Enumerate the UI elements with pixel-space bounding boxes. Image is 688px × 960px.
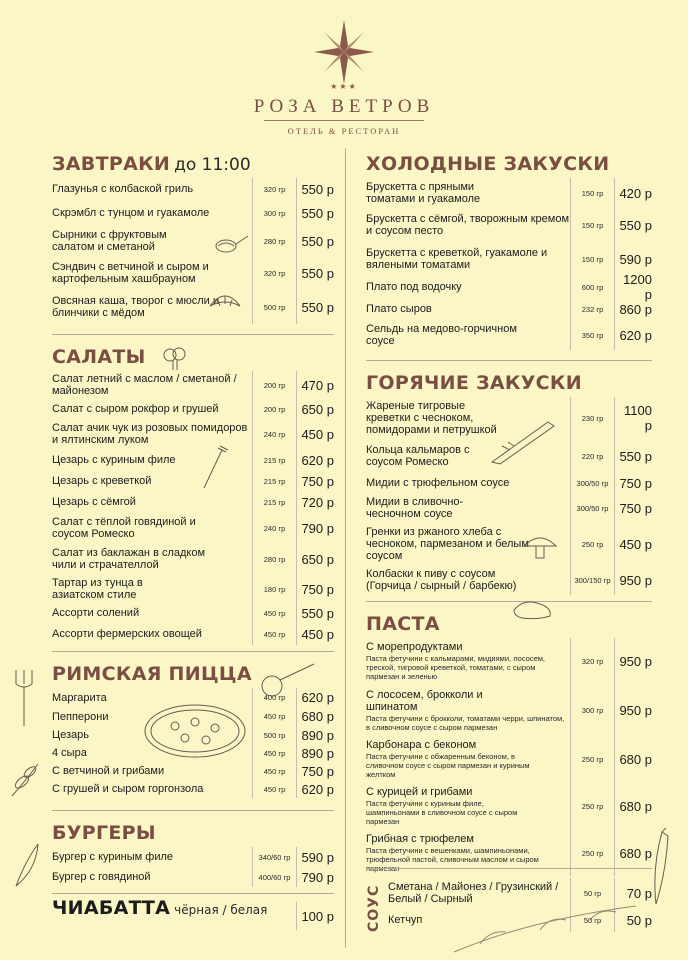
item-weight: 320 гр [570,638,614,684]
section-title-salads: САЛАТЫ [52,346,146,368]
menu-item [366,208,652,242]
menu-item [366,565,652,595]
brand-divider [264,120,424,121]
item-weight: 215 гр [252,449,296,471]
item-price: 550 р [296,200,334,226]
item-weight: 300/50 гр [570,493,614,523]
item-name: Мидии в сливочно-чесночном соусе [366,496,464,520]
section-title-breakfast: ЗАВТРАКИ до 11:00 [52,153,251,175]
item-name: Пепперони [52,710,109,723]
item-weight: 450 гр [252,780,296,798]
brand-name: РОЗА ВЕТРОВ [253,96,435,117]
menu-item [366,638,652,684]
item-description: Паста фетучини с брокколи, томатами черри, шпинатом, в сливочном соусе с сыром пармезан [366,713,565,732]
item-name: Кетчуп [388,914,423,926]
item-description: Паста фетучини с кальмарами, мидиями, лососем, треской, тигровой креветкой, томатами, с сыром пармезан и зеленью [366,654,545,681]
leaf-sketch-icon [10,840,44,890]
item-weight: 320 гр [252,178,296,200]
item-price: 680 р [614,736,652,782]
section-title-burgers: БУРГЕРЫ [52,822,156,844]
left-column [52,148,334,930]
menu-item [366,272,652,302]
item-weight: 180 гр [252,575,296,603]
item-name: Овсяная каша, творог с мюсли и блинчики с мёдом [52,295,219,319]
item-name: Плато под водочку [366,281,462,293]
section-title-pasta: ПАСТА [366,613,440,635]
menu-item [52,449,334,471]
item-price: 100 р [296,902,334,930]
item-name: Салат с сыром рокфор и грушей [52,403,219,415]
menu-item [52,603,334,623]
section-title-cold: ХОЛОДНЫЕ ЗАКУСКИ [366,153,610,175]
menu-item [52,575,334,603]
right-column [366,148,652,876]
menu-item [52,867,334,887]
item-name [366,739,570,779]
item-name [366,689,570,732]
item-price: 650 р [296,543,334,575]
item-weight: 320 гр [252,256,296,290]
item-price: 950 р [614,638,652,684]
item-name: Колбаски к пиву с соусом (Горчица / сырный / барбекю) [366,568,517,592]
item-name: Жареные тигровые креветки с чесноком, помидорами и петрушкой [366,400,497,436]
item-description: Паста фетучини с куриным филе, шампиньонами в сливочном соусе с сыром пармезан [366,799,518,826]
item-name: Ассорти фермерских овощей [52,628,202,640]
header [0,0,688,150]
menu-item [52,513,334,543]
item-weight: 150 гр [570,242,614,276]
section-title-sauce: СОУС [366,884,382,932]
item-weight: 300 гр [570,684,614,736]
item-weight: 220 гр [570,439,614,473]
item-weight: 450 гр [252,623,296,645]
item-price: 1100 р [614,397,652,439]
item-price: 890 р [296,744,334,762]
item-weight: 240 гр [252,513,296,543]
menu-item [52,543,334,575]
item-price: 620 р [296,449,334,471]
menu-item [52,707,334,726]
item-name: Брускетта с креветкой, гуакамоле и вялеными томатами [366,247,548,271]
item-name: Цезарь с креветкой [52,475,152,487]
menu-item [366,242,652,276]
menu-item [52,290,334,324]
menu-item [366,320,652,350]
item-weight: 340/60 гр [252,847,296,867]
item-weight: 50 гр [570,878,614,908]
ciabatta-variants: чёрная / белая [174,903,268,917]
item-price: 890 р [296,726,334,744]
menu-item [52,623,334,645]
item-price: 620 р [296,780,334,798]
item-price: 550 р [296,290,334,324]
menu-item [52,762,334,780]
item-price: 680 р [614,830,652,876]
pasta-name: С курицей и грибами [366,786,473,798]
item-weight: 300/150 гр [570,565,614,595]
item-weight: 232 гр [570,298,614,320]
item-weight: 250 гр [570,523,614,565]
item-weight: 450 гр [252,603,296,623]
item-name [366,833,570,873]
herb-sketch-icon [8,760,42,800]
menu-item [52,726,334,744]
item-price: 620 р [296,688,334,707]
item-name: Цезарь [52,729,90,741]
item-description: Паста фетучини с обжаренным беконом, в сливочном соусе с сыром пармезан и куриным желтком [366,752,530,779]
item-weight: 240 гр [252,419,296,449]
hotel-stars: ★★★ [330,82,358,91]
item-price: 590 р [296,847,334,867]
item-price: 950 р [614,565,652,595]
item-price: 420 р [614,178,652,208]
pasta-name: С морепродуктами [366,641,463,653]
sauce-list [388,878,652,932]
item-weight: 250 гр [570,736,614,782]
item-price: 680 р [296,707,334,726]
menu-item [366,523,652,565]
item-name: Брускетта с сёмгой, творожным кремом и соусом песто [366,213,570,237]
pasta-list [366,638,652,876]
item-weight: 200 гр [252,399,296,419]
item-weight: 450 гр [252,707,296,726]
breakfast-time: до 11:00 [174,155,251,175]
item-price: 550 р [296,178,334,200]
ciabatta-row [52,897,334,930]
hot-list [366,397,652,595]
item-name: Глазунья с колбаской гриль [52,183,194,195]
section-title-ciabatta: ЧИАБАТТА чёрная / белая [52,897,268,919]
menu-item [52,371,334,399]
item-price: 750 р [614,493,652,523]
item-price: 450 р [614,523,652,565]
item-weight: 500 гр [252,726,296,744]
menu-item [52,471,334,491]
menu-item [366,736,652,782]
menu-item [52,256,334,290]
menu-item [52,688,334,707]
item-name: Цезарь с сёмгой [52,496,136,508]
menu-item [366,493,652,523]
item-price: 590 р [614,242,652,276]
item-weight: 215 гр [252,491,296,513]
item-weight: 300 гр [252,200,296,226]
menu-item [52,178,334,200]
item-name [366,641,570,681]
menu-item [366,830,652,876]
item-weight: 350 гр [570,320,614,350]
menu-item [366,684,652,736]
section-divider [366,360,652,361]
item-price: 950 р [614,684,652,736]
pasta-name: С лососем, брокколи и шпинатом [366,688,483,713]
menu-item [52,419,334,449]
menu-item [52,226,334,256]
item-price: 450 р [296,623,334,645]
item-name: Бургер с говядиной [52,871,151,883]
item-weight: 450 гр [252,762,296,780]
item-name: Брускетта с пряными томатами и гуакамоле [366,181,481,205]
item-name: Салат летний с маслом / сметаной / майонезом [52,373,237,397]
item-price: 750 р [614,473,652,493]
item-weight: 280 гр [252,543,296,575]
item-weight: 215 гр [252,471,296,491]
item-price: 450 р [296,419,334,449]
item-price: 550 р [296,603,334,623]
item-price: 620 р [614,320,652,350]
item-name: Тартар из тунца в азиатском стиле [52,577,143,601]
item-name: С ветчиной и грибами [52,765,165,777]
burgers-list [52,847,334,887]
item-name: Скрэмбл с тунцом и гуакамоле [52,207,210,219]
item-weight: 250 гр [570,782,614,830]
section-divider [366,601,652,602]
item-price: 790 р [296,513,334,543]
item-name: Сырники с фруктовым салатом и сметаной [52,229,167,253]
menu-item [366,439,652,473]
breakfast-list [52,178,334,324]
menu-item [52,847,334,867]
item-weight: 450 гр [252,744,296,762]
item-weight: 280 гр [252,226,296,256]
fork-sketch-icon [6,668,40,728]
item-price: 750 р [296,762,334,780]
pasta-name: Карбонара с беконом [366,739,477,751]
item-weight: 150 гр [570,208,614,242]
item-name: Сельдь на медово-горчичном соусе [366,323,517,347]
section-divider [52,810,334,811]
item-name: Мидии с трюфельном соусе [366,477,510,489]
item-name: Маргарита [52,691,107,704]
item-name: С грушей и сыром горгонзола [52,783,204,795]
menu-item [52,399,334,419]
item-name: Плато сыров [366,303,432,315]
brand-subtitle: ОТЕЛЬ & РЕСТОРАН [287,126,401,136]
item-weight: 300/50 гр [570,473,614,493]
menu-item [52,780,334,798]
item-weight: 600 гр [570,276,614,298]
section-divider [52,651,334,652]
item-price: 860 р [614,298,652,320]
menu-item [366,298,652,320]
item-name: Ассорти солений [52,607,140,619]
item-price: 750 р [296,471,334,491]
item-name: Салат с тёплой говядиной и соусом Ромеско [52,516,196,540]
item-name: Бургер с куриным филе [52,851,173,863]
item-price: 550 р [296,226,334,256]
item-name: 4 сыра [52,747,87,759]
item-price: 650 р [296,399,334,419]
item-price: 680 р [614,782,652,830]
item-weight: 200 гр [252,371,296,399]
item-description: Паста фетучини с вешенками, шампиньонами, трюфельной пастой, сливочным маслом и сыром [366,846,539,864]
menu-item [366,782,652,830]
item-weight: 400/60 гр [252,867,296,887]
item-price: 70 р [614,878,652,908]
item-weight: 400 гр [252,688,296,707]
item-name: Сметана / Майонез / Грузинский / Белый / Сырный [388,881,559,905]
item-price: 550 р [296,256,334,290]
section-divider [366,868,652,869]
compass-rose-icon [314,20,374,84]
item-price: 1200 р [614,276,652,298]
item-price: 750 р [296,575,334,603]
item-price: 50 р [614,908,652,932]
menu-item [366,473,652,493]
item-name: Гренки из ржаного хлеба с чесноком, пармезаном и белым соусом [366,526,529,562]
item-price: 550 р [614,208,652,242]
menu-item [388,878,652,908]
pizza-list [52,688,334,798]
menu-item [52,200,334,226]
cold-list [366,178,652,350]
item-name: Салат из баклажан в сладком чили и страчателлой [52,547,206,571]
section-divider [52,334,334,335]
item-name: Сэндвич с ветчиной и сыром и картофельным хашбрауном [52,261,209,285]
item-weight: 500 гр [252,290,296,324]
menu-item [366,397,652,439]
item-price: 720 р [296,491,334,513]
item-weight: 150 гр [570,178,614,208]
item-name [366,786,570,826]
sauce-section [366,878,652,938]
salads-list [52,371,334,645]
section-title-hot: ГОРЯЧИЕ ЗАКУСКИ [366,372,582,394]
item-name: Кольца кальмаров с соусом Ромеско [366,444,470,468]
item-price: 470 р [296,371,334,399]
column-divider [345,148,346,948]
item-weight: 230 гр [570,397,614,439]
menu-item [52,744,334,762]
item-name: Цезарь с куриным филе [52,454,176,466]
item-price: 790 р [296,867,334,887]
pasta-name: Грибная с трюфелем [366,833,474,845]
menu-item [52,491,334,513]
item-name: Салат ачик чук из розовых помидоров и ялтинским луком [52,422,248,446]
section-divider [52,893,334,894]
item-weight: 50 гр [570,908,614,932]
item-price: 550 р [614,439,652,473]
item-weight: 250 гр [570,830,614,876]
menu-item [366,178,652,208]
menu-item [388,908,652,932]
section-title-pizza: РИМСКАЯ ПИЦЦА [52,663,252,685]
